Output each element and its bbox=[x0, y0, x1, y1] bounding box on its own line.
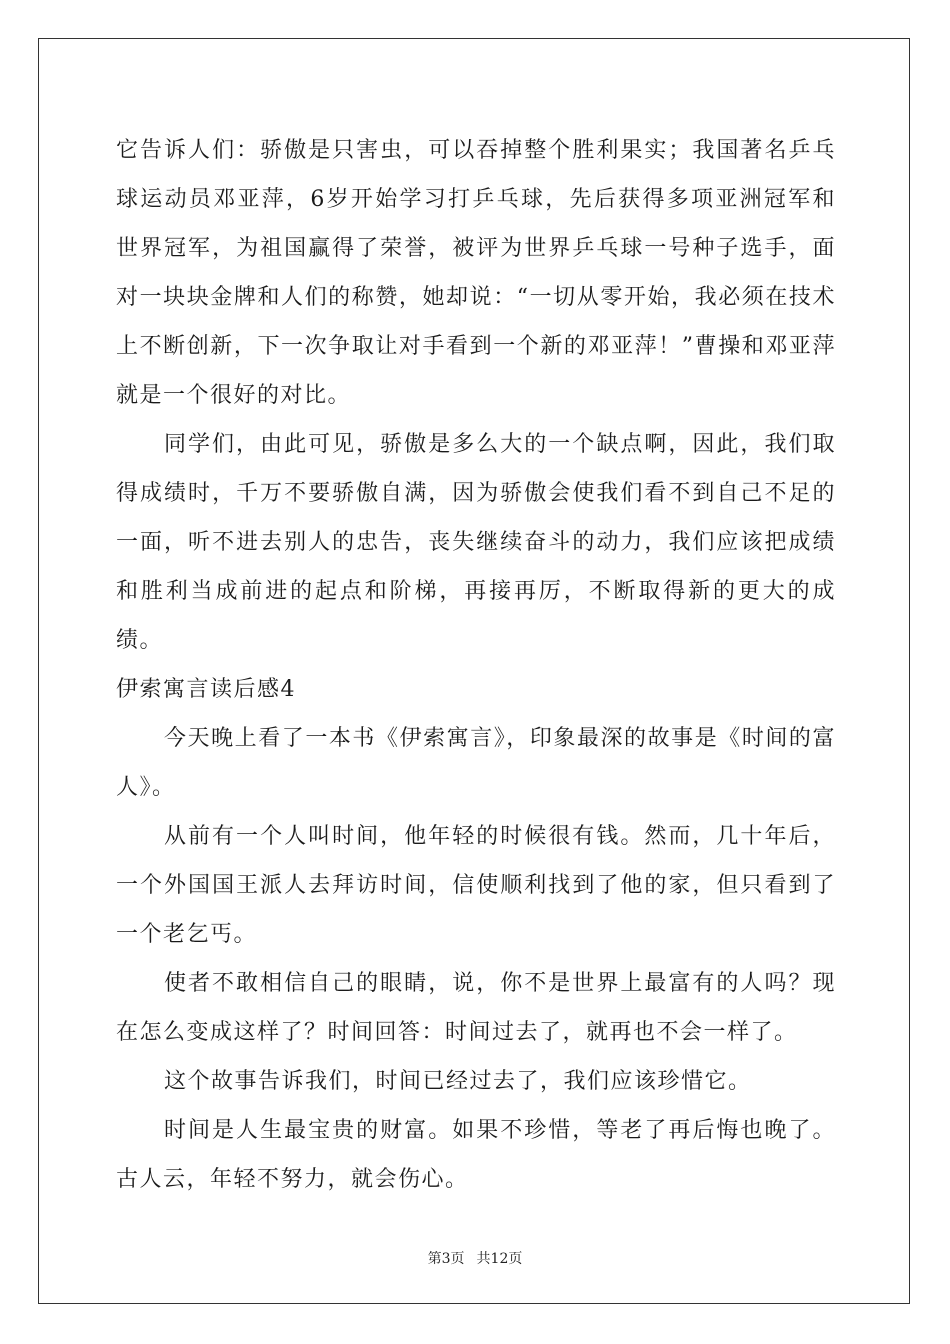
paragraph-5: 使者不敢相信自己的眼睛，说，你不是世界上最富有的人吗？现在怎么变成这样了？时间回答：时间过去了，就再也不会一样了。 bbox=[116, 971, 836, 1045]
paragraph-6: 这个故事告诉我们，时间已经过去了，我们应该珍惜它。 bbox=[164, 1069, 752, 1094]
document-body bbox=[116, 126, 836, 1204]
section-heading: 伊索寓言读后感4 bbox=[116, 677, 296, 702]
paragraph-4: 从前有一个人叫时间，他年轻的时候很有钱。然而，几十年后，一个外国国王派人去拜访时间，信使顺利找到了他的家，但只看到了一个老乞丐。 bbox=[116, 824, 836, 947]
paragraph-3: 今天晚上看了一本书《伊索寓言》，印象最深的故事是《时间的富人》。 bbox=[116, 726, 836, 800]
paragraph-1: 它告诉人们：骄傲是只害虫，可以吞掉整个胜利果实；我国著名乒乓球运动员邓亚萍，6岁开始学习打乒乓球，先后获得多项亚洲冠军和世界冠军，为祖国赢得了荣誉，被评为世界乒乓球一号种子选手，面对一块块金牌和人们的称赞，她却说：“一切从零开始，我必须在技术上不断创新，下一次争取让对手看到一个新的邓亚萍！”曹操和邓亚萍就是一个很好的对比。 bbox=[116, 138, 836, 408]
page-total: 共12页 bbox=[476, 1251, 523, 1267]
paragraph-2: 同学们，由此可见，骄傲是多么大的一个缺点啊，因此，我们取得成绩时，千万不要骄傲自满，因为骄傲会使我们看不到自己不足的一面，听不进去别人的忠告，丧失继续奋斗的动力，我们应该把成绩和胜利当成前进的起点和阶梯，再接再厉，不断取得新的更大的成绩。 bbox=[116, 432, 836, 653]
paragraph-7: 时间是人生最宝贵的财富。如果不珍惜，等老了再后悔也晚了。古人云，年轻不努力，就会伤心。 bbox=[116, 1118, 836, 1192]
page-footer bbox=[0, 1248, 950, 1268]
page-number: 第3页 bbox=[427, 1251, 465, 1267]
